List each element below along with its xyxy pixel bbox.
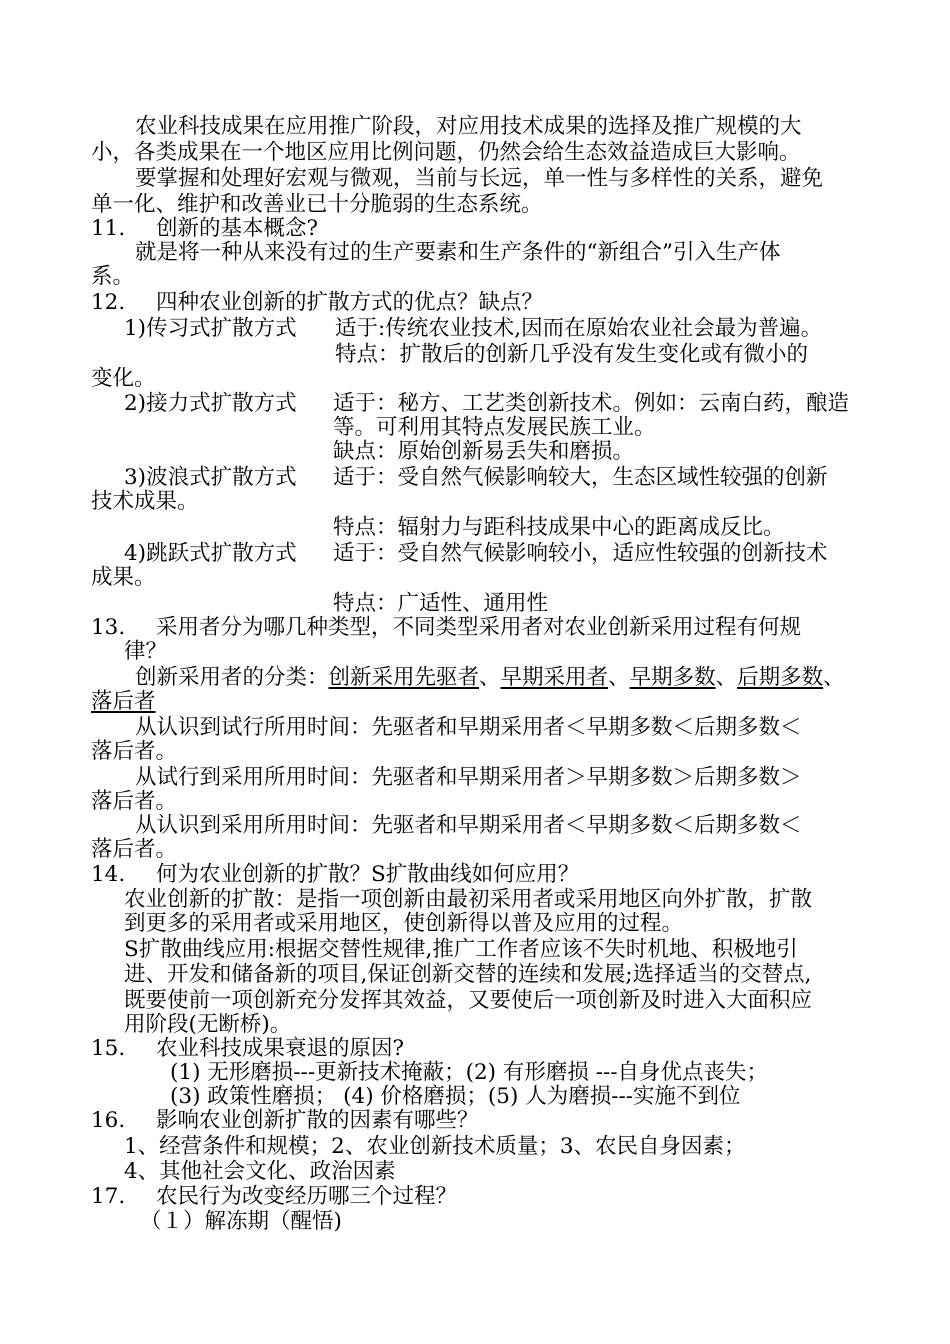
method-detail: 特点：辐射力与距科技成果中心的距离成反比。 <box>333 515 785 540</box>
question-title: 何为农业创新的扩散？S扩散曲线如何应用？ <box>156 862 580 887</box>
reason-list: (1) 无形磨损---更新技术掩蔽；(2) 有形磨损 ---自身优点丧失； <box>170 1060 769 1085</box>
adopter-type-late-majority: 后期多数 <box>737 665 824 690</box>
question-number: 15. <box>91 1036 126 1061</box>
method-detail: 适于：受自然气候影响较小，适应性较强的创新技术 <box>333 541 828 566</box>
question-title: 采用者分为哪几种类型，不同类型采用者对农业创新采用过程有何规 <box>156 615 802 640</box>
adopter-type-early-majority: 早期多数 <box>629 665 716 690</box>
timing-text: 从认识到采用所用时间：先驱者和早期采用者＜早期多数＜后期多数＜ <box>135 813 802 838</box>
question-title: 影响农业创新扩散的因素有哪些？ <box>156 1108 479 1133</box>
adopter-type-laggard: 落后者 <box>91 689 156 714</box>
s-curve-text: 进、开发和储备新的项目,保证创新交替的连续和发展;选择适当的交替点, <box>124 962 812 987</box>
question-title: 创新的基本概念? <box>156 216 319 241</box>
classification-prefix: 创新采用者的分类： <box>135 665 329 690</box>
paragraph-text: 单一化、维护和改善业已十分脆弱的生态系统。 <box>91 192 543 217</box>
method-detail: 等。可利用其特点发展民族工业。 <box>333 415 656 440</box>
adopter-type-pioneer: 创新采用先驱者 <box>328 665 480 690</box>
question-number: 11. <box>91 216 126 241</box>
method-label: 1)传习式扩散方式 <box>124 316 297 341</box>
method-label: 2)接力式扩散方式 <box>124 391 297 416</box>
method-detail: 成果。 <box>91 565 156 590</box>
factor-list: 1、经营条件和规模；2、农业创新技术质量；3、农民自身因素； <box>124 1134 746 1159</box>
method-label: 4)跳跃式扩散方式 <box>124 541 297 566</box>
separator: 、 <box>823 665 845 690</box>
question-title: 农民行为改变经历哪三个过程？ <box>156 1184 458 1209</box>
definition-text: 到更多的采用者或采用地区，使创新得以普及应用的过程。 <box>124 911 684 936</box>
question-number: 17. <box>91 1184 126 1209</box>
classification-line <box>91 689 156 715</box>
method-detail: 适于:传统农业技术,因而在原始农业社会最为普遍。 <box>335 316 823 341</box>
method-label: 3)波浪式扩散方式 <box>124 465 297 490</box>
definition-text: 农业创新的扩散：是指一项创新由最初采用者或采用地区向外扩散，扩散 <box>124 887 813 912</box>
timing-text: 落后者。 <box>91 789 178 814</box>
method-detail: 技术成果。 <box>91 489 199 514</box>
separator: 、 <box>608 665 630 690</box>
s-curve-text: 用阶段(无断桥)。 <box>124 1012 292 1037</box>
question-title: 农业科技成果衰退的原因? <box>156 1036 405 1061</box>
method-detail: 特点：扩散后的创新几乎没有发生变化或有微小的 <box>335 342 809 367</box>
question-number: 16. <box>91 1108 126 1133</box>
paragraph-text: 小，各类成果在一个地区应用比例问题，仍然会给生态效益造成巨大影响。 <box>91 140 801 165</box>
separator: 、 <box>715 665 738 690</box>
process-list: （１）解冻期（醒悟) <box>140 1209 342 1234</box>
factor-list: 4、其他社会文化、政治因素 <box>124 1159 396 1184</box>
question-number: 12. <box>91 290 126 315</box>
timing-text: 落后者。 <box>91 837 178 862</box>
method-detail: 适于：秘方、工艺类创新技术。例如：云南白药，酿造 <box>333 391 850 416</box>
timing-text: 落后者。 <box>91 739 178 764</box>
question-number: 13. <box>91 615 126 640</box>
question-title: 四种农业创新的扩散方式的优点？缺点？ <box>156 290 544 315</box>
classification-line <box>135 665 845 691</box>
reason-list: (3) 政策性磨损； (4) 价格磨损；(5) 人为磨损---实施不到位 <box>170 1084 741 1109</box>
question-number: 14. <box>91 862 126 887</box>
method-detail: 变化。 <box>91 366 156 391</box>
adopter-type-early-adopter: 早期采用者 <box>500 665 609 690</box>
separator: 、 <box>479 665 501 690</box>
method-detail: 特点：广适性、通用性 <box>333 591 549 616</box>
answer-text: 就是将一种从来没有过的生产要素和生产条件的“新组合”引入生产体 <box>135 240 781 265</box>
method-detail: 缺点：原始创新易丢失和磨损。 <box>333 439 635 464</box>
question-title: 律？ <box>124 639 168 664</box>
paragraph-text: 农业科技成果在应用推广阶段，对应用技术成果的选择及推广规模的大 <box>135 114 802 139</box>
paragraph-text: 要掌握和处理好宏观与微观，当前与长远，单一性与多样性的关系，避免 <box>135 166 824 191</box>
s-curve-text: 既要使前一项创新充分发挥其效益，又要使后一项创新及时进入大面积应 <box>124 988 813 1013</box>
timing-text: 从认识到试行所用时间：先驱者和早期采用者＜早期多数＜后期多数＜ <box>135 715 802 740</box>
timing-text: 从试行到采用所用时间：先驱者和早期采用者＞早期多数＞后期多数＞ <box>135 765 802 790</box>
method-detail: 适于：受自然气候影响较大，生态区域性较强的创新 <box>333 465 828 490</box>
s-curve-text: S扩散曲线应用:根据交替性规律,推广工作者应该不失时机地、积极地引 <box>124 937 798 962</box>
answer-text: 系。 <box>91 264 135 289</box>
